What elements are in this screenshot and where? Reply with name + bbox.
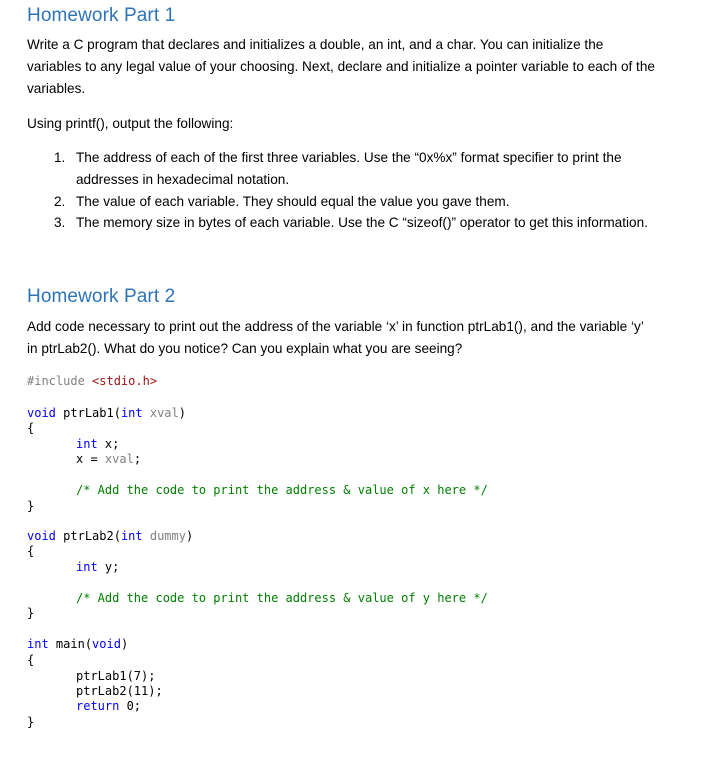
part1-intro-line2: variables to any legal value of your choosing. Next, declare and initialize a pointer variable to each of the [27,59,655,74]
code-line-return: return 0; [76,699,142,713]
list-item-number: 3. [54,215,66,230]
code-line-decl-x: int x; [76,437,120,451]
part1-heading: Homework Part 1 [27,5,176,26]
printf-instruction: Using printf(), output the following: [27,116,234,131]
code-line-open-brace: { [27,544,35,558]
list-item-number: 1. [54,150,66,165]
code-comment-y: /* Add the code to print the address & value of y here */ [76,591,488,605]
code-line-call-ptrlab2: ptrLab2(11); [76,684,163,698]
part2-intro-line1: Add code necessary to print out the address of the variable ‘x’ in function ptrLab1(), and the variable ‘y’ [27,319,644,334]
part1-intro-line1: Write a C program that declares and initializes a double, an int, and a char. You can initialize the [27,37,604,52]
code-line-open-brace: { [27,653,35,667]
code-line-open-brace: { [27,421,35,435]
code-line-ptrlab1-signature: void ptrLab1(int xval) [27,406,186,420]
list-item-text: The address of each of the first three variables. Use the “0x%x” format specifier to print the [76,150,622,165]
code-line-close-brace: } [27,715,35,729]
part2-intro-line2: in ptrLab2(). What do you notice? Can you explain what you are seeing? [27,341,463,356]
code-line-assign-x: x = xval; [76,452,142,466]
code-comment-x: /* Add the code to print the address & value of x here */ [76,483,488,497]
list-item-number: 2. [54,194,66,209]
part2-heading: Homework Part 2 [27,286,176,307]
list-item-text: The memory size in bytes of each variable. Use the C “sizeof()” operator to get this information. [76,215,648,230]
code-line-decl-y: int y; [76,560,120,574]
list-item-text: The value of each variable. They should equal the value you gave them. [76,194,510,209]
code-line-ptrlab2-signature: void ptrLab2(int dummy) [27,529,194,543]
part1-intro-line3: variables. [27,81,86,96]
code-line-main-signature: int main(void) [27,637,129,651]
code-line-close-brace: } [27,606,35,620]
code-line-include: #include <stdio.h> [27,374,158,388]
code-line-close-brace: } [27,499,35,513]
list-item-text: addresses in hexadecimal notation. [76,172,290,187]
code-line-call-ptrlab1: ptrLab1(7); [76,669,156,683]
